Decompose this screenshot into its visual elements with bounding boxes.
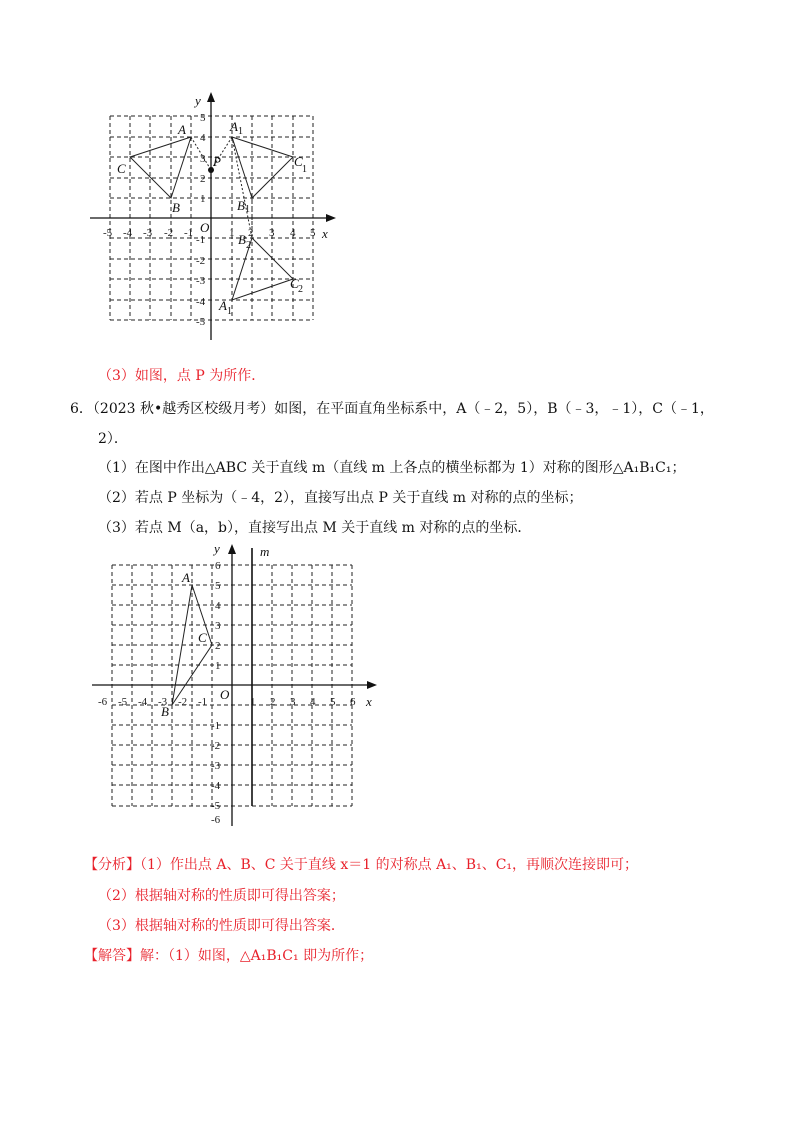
x-tick: 5	[310, 227, 316, 239]
analysis-tag: 【分析】	[84, 857, 140, 873]
x-tick: 4	[310, 696, 316, 708]
question-source: （2023 秋•越秀区校级月考）	[92, 401, 275, 417]
point-label-b1: B	[237, 198, 245, 213]
y-tick: 2	[215, 640, 221, 652]
subscript: 1	[227, 306, 232, 317]
analysis-text-1: （1）作出点 A、B、C 关于直线 x＝1 的对称点 A₁、B₁、C₁，再顺次连接即可；	[140, 857, 639, 873]
x-tick: -2	[164, 227, 174, 239]
question-6-part-3: （3）若点 M（a，b），直接写出点 M 关于直线 m 对称的点的坐标．	[98, 520, 532, 536]
point-label-c: C	[117, 161, 126, 176]
x-tick: 1	[229, 227, 235, 239]
question-6-part-1: （1）在图中作出△ABC 关于直线 m（直线 m 上各点的横坐标都为 1）对称的图形△A₁B₁C₁；	[98, 460, 686, 476]
solution-text: 解：（1）如图，△A₁B₁C₁ 即为所作；	[140, 948, 374, 964]
x-tick: -2	[178, 696, 188, 708]
question-6-line-1	[70, 398, 714, 418]
x-tick: -3	[158, 696, 168, 708]
y-tick: 6	[215, 560, 221, 572]
point-label-a2: A	[219, 298, 227, 313]
subscript: 2	[298, 284, 303, 295]
subscript: 1	[245, 204, 250, 215]
x-tick: 1	[250, 696, 256, 708]
x-tick: 2	[270, 696, 276, 708]
y-tick: 2	[200, 173, 206, 185]
x-tick: -4	[138, 696, 148, 708]
x-tick: -6	[98, 696, 108, 708]
y-tick: 1	[215, 660, 221, 672]
x-tick: 3	[290, 696, 296, 708]
x-tick: -5	[118, 696, 128, 708]
point-label-c: C	[198, 630, 207, 645]
x-tick: -1	[184, 227, 194, 239]
y-tick: -5	[211, 800, 221, 812]
origin-label: O	[220, 687, 230, 702]
x-tick: -5	[103, 227, 113, 239]
x-tick: -1	[198, 696, 208, 708]
line-m-label: m	[260, 544, 270, 559]
x-tick: -3	[143, 227, 153, 239]
point-label-c1: C	[294, 154, 303, 169]
y-tick: 4	[215, 600, 221, 612]
y-tick: -2	[196, 255, 206, 267]
point-label-p: P	[213, 154, 221, 169]
figure-1-coordinate-grid	[88, 88, 348, 348]
solution-tag: 【解答】	[84, 948, 140, 964]
point-label-b: B	[172, 200, 180, 215]
y-tick: 1	[200, 193, 206, 205]
figure-2-coordinate-grid	[86, 538, 386, 830]
x-axis-label: x	[322, 226, 328, 241]
y-tick: -1	[196, 234, 206, 246]
subscript: 1	[238, 126, 243, 137]
analysis-line-3: （3）根据轴对称的性质即可得出答案．	[98, 918, 345, 934]
question-6-line-2: 2）．	[98, 431, 128, 447]
solution-line	[84, 945, 373, 965]
point-label-b2: B	[238, 232, 246, 247]
y-tick: -5	[196, 316, 206, 328]
question-number: 6．	[70, 401, 93, 417]
point-label-c2: C	[290, 276, 299, 291]
point-label-b: B	[161, 704, 169, 719]
y-tick: 5	[200, 112, 206, 124]
y-axis-label: y	[195, 93, 201, 108]
y-tick: 3	[215, 620, 221, 632]
y-tick: 5	[215, 580, 221, 592]
y-tick: -3	[211, 760, 221, 772]
point-label-a: A	[182, 570, 190, 585]
subscript: 1	[302, 164, 307, 175]
y-tick: 3	[200, 153, 206, 165]
x-axis-label: x	[366, 694, 372, 709]
point-label-a1: A	[230, 119, 238, 134]
x-tick: 4	[290, 227, 296, 239]
y-tick: -4	[196, 296, 206, 308]
analysis-line-1	[84, 854, 638, 874]
x-tick: -4	[123, 227, 133, 239]
y-tick: -1	[211, 720, 221, 732]
x-tick: 5	[330, 696, 336, 708]
y-tick: -6	[211, 814, 221, 826]
point-label-a: A	[178, 122, 186, 137]
answer-3: （3）如图，点 P 为所作．	[98, 368, 266, 384]
origin-label: O	[200, 220, 210, 235]
y-tick: -4	[211, 780, 221, 792]
question-intro: 如图，在平面直角坐标系中，A（﹣2，5），B（﹣3，﹣1），C（﹣1，	[274, 401, 714, 417]
y-tick: -3	[196, 275, 206, 287]
x-tick: 2	[248, 227, 254, 239]
subscript: 2	[246, 240, 251, 251]
y-tick: -2	[211, 740, 221, 752]
analysis-line-2: （2）根据轴对称的性质即可得出答案；	[98, 888, 345, 904]
x-tick: 3	[269, 227, 275, 239]
y-axis-label: y	[214, 541, 220, 556]
y-tick: 4	[200, 132, 206, 144]
x-tick: 6	[350, 696, 356, 708]
question-6-part-2: （2）若点 P 坐标为（﹣4，2），直接写出点 P 关于直线 m 对称的点的坐标；	[98, 490, 583, 506]
